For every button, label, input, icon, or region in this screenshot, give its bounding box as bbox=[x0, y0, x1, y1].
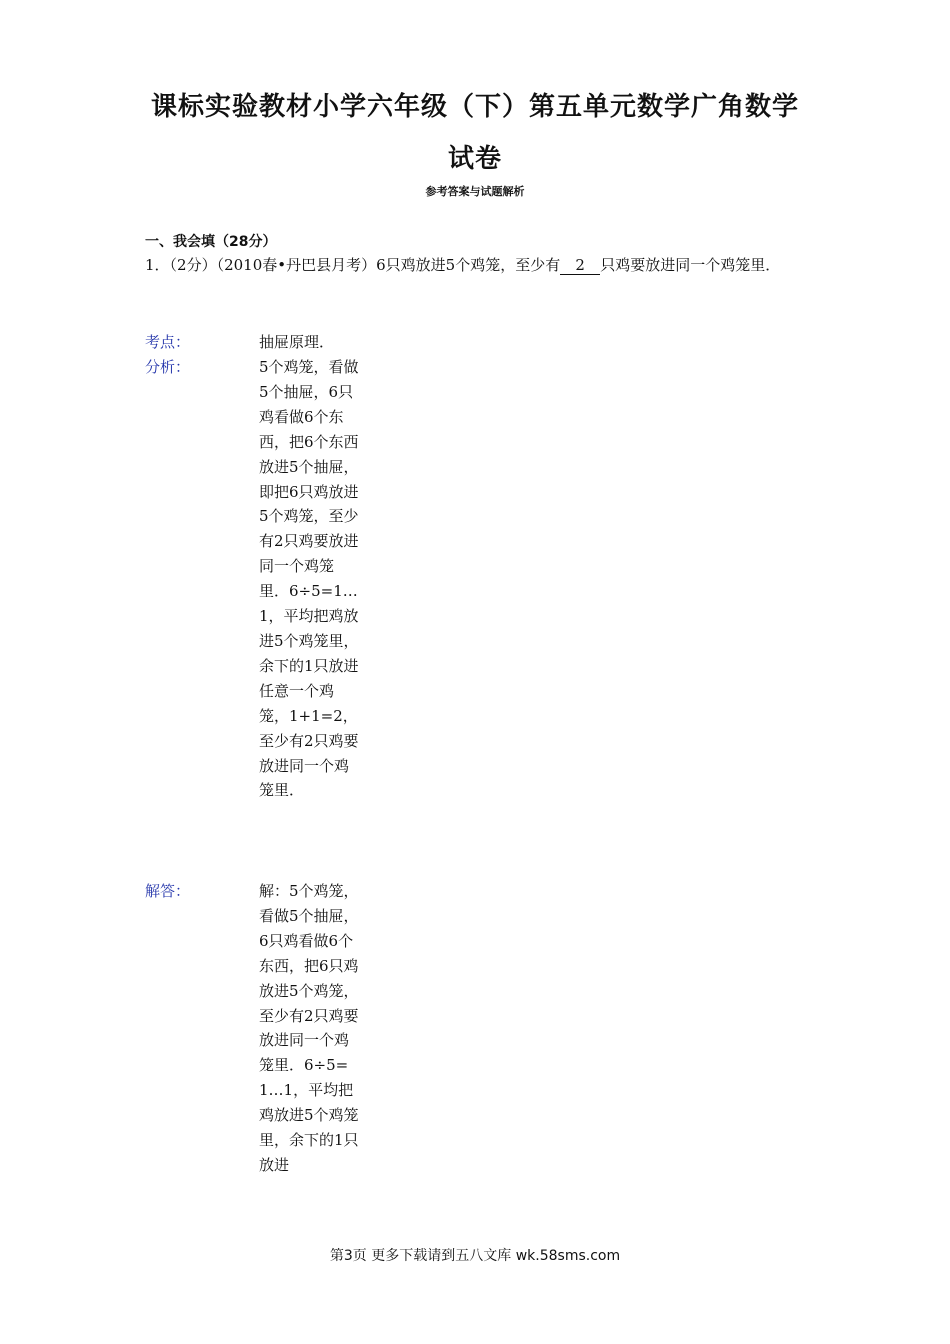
section-heading: 一、我会填（28分） bbox=[145, 234, 277, 250]
kaodian-label: 考点： bbox=[145, 333, 191, 351]
doc-title-line2: 试卷 bbox=[447, 144, 502, 174]
question-text-suffix: 只鸡要放进同一个鸡笼里． bbox=[600, 256, 781, 274]
fenxi-label: 分析： bbox=[145, 358, 191, 376]
question-text-prefix: 1．（2分）（2010春•丹巴县月考）6只鸡放进5个鸡笼，至少有 bbox=[145, 256, 561, 274]
page-footer: 第3页 更多下载请到五八文库 wk.58sms.com bbox=[329, 1248, 621, 1264]
kaodian-text: 抽屉原理． bbox=[259, 333, 335, 351]
jieda-text: 解：5个鸡笼，看做5个抽屉，6只鸡看做6个东西，把6只鸡放进5个鸡笼，至少有2只鸡要放进同一个鸡笼里．6÷5=1…1，平均把鸡放进5个鸡笼里，余下的1只放进 bbox=[259, 882, 359, 1174]
doc-title-line1: 课标实验教材小学六年级（下）第五单元数学广角数学 bbox=[150, 92, 799, 122]
jieda-label: 解答： bbox=[145, 882, 191, 900]
question-1 bbox=[145, 253, 805, 278]
answer-blank: 2 bbox=[560, 256, 600, 275]
fenxi-text: 5个鸡笼，看做5个抽屉，6只鸡看做6个东西，把6个东西放进5个抽屉，即把6只鸡放进5个鸡笼，至少有2只鸡要放进同一个鸡笼里．6÷5=1…1，平均把鸡放进5个鸡笼里，余下的1只放进任意一个鸡笼，1+1=2，至少有2只鸡要放进同一个鸡笼里． bbox=[259, 358, 359, 800]
doc-subtitle: 参考答案与试题解析 bbox=[425, 185, 525, 198]
